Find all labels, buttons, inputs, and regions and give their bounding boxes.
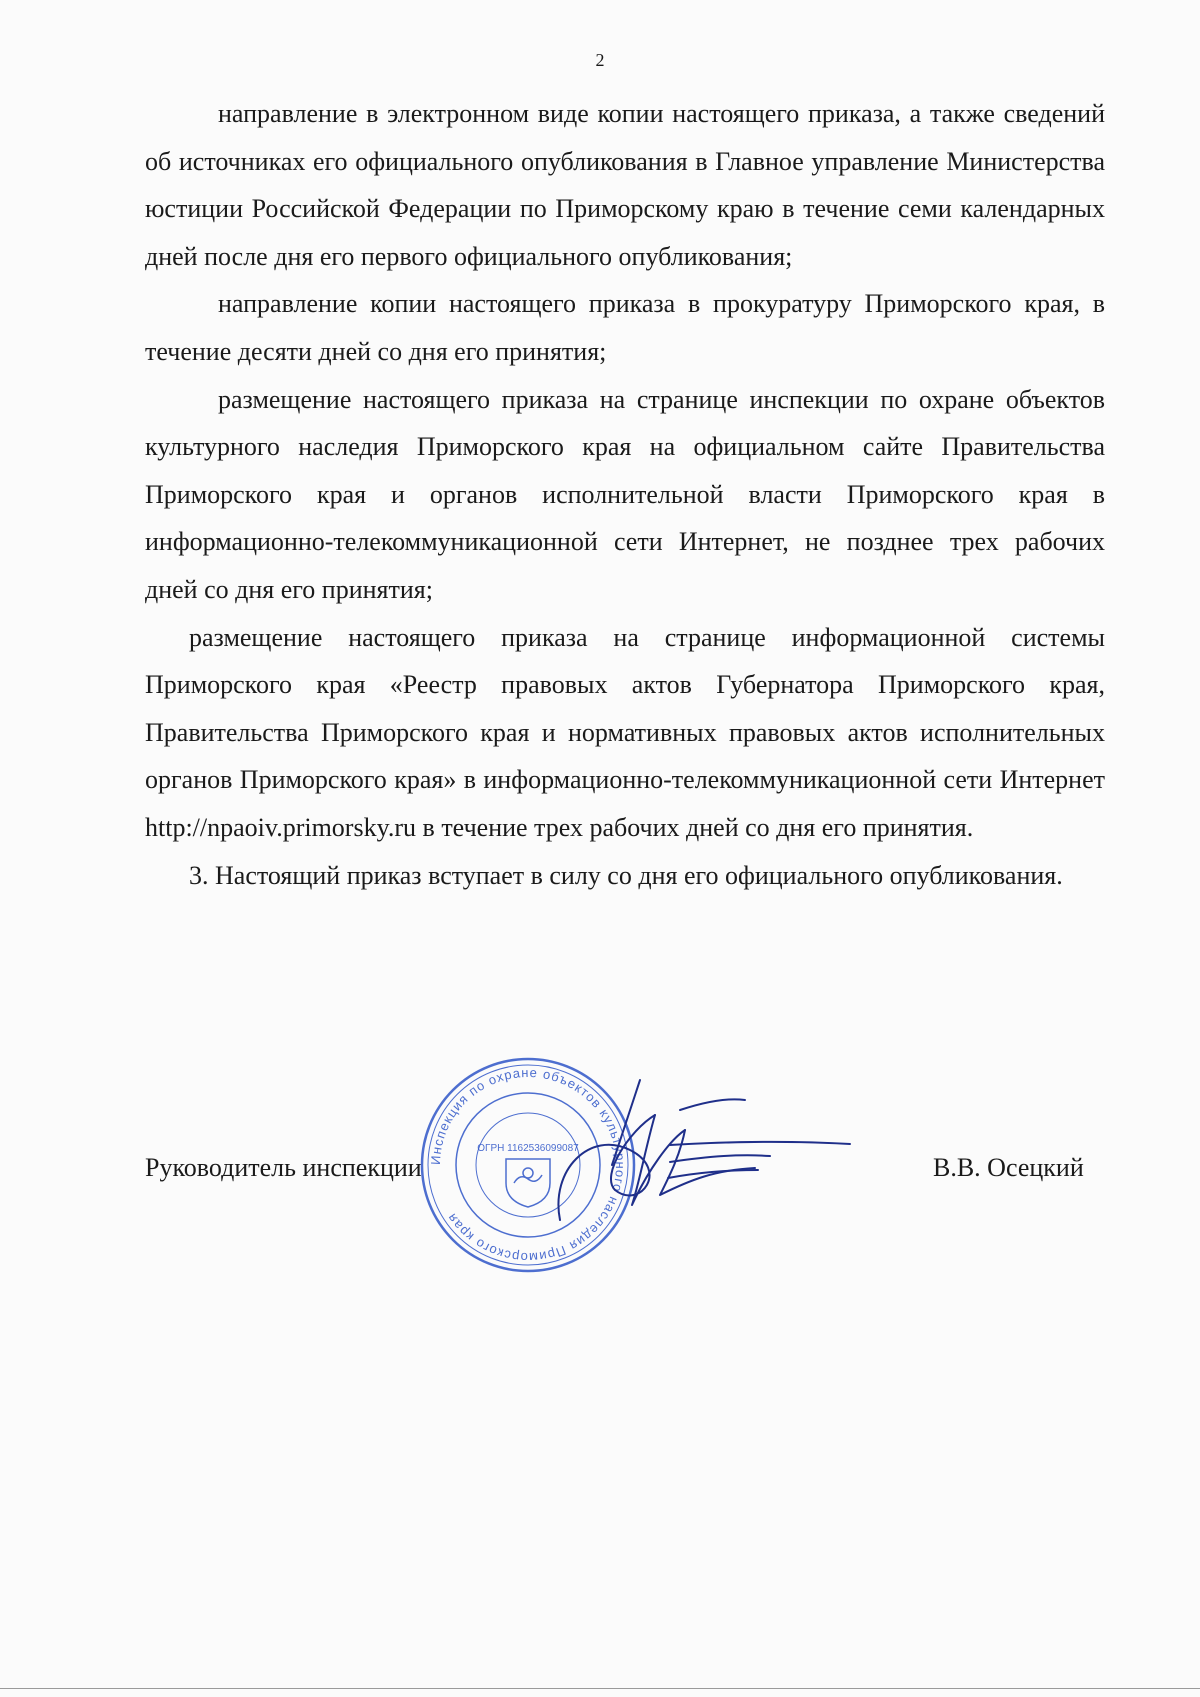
page-number: 2	[595, 50, 605, 70]
stamp-inner-text: ОГРН 1162536099087	[477, 1143, 579, 1154]
document-body	[145, 90, 1105, 899]
paragraph-effective-date: 3. Настоящий приказ вступает в силу со дня его официального опубликования.	[189, 860, 1063, 890]
paragraph-registry-posting: размещение настоящего приказа на странице информационной системы Приморского края «Реестр правовых актов Губернатора Приморского края, Правительства Приморского края и нормативных правовых актов исполнительных органов Приморского края» в информационно-телекоммуникационной сети Интернет http://npaoiv.primorsky.ru в течение трех рабочих дней со дня его принятия.	[145, 622, 1105, 842]
stamp-outer-text: Инспекция по охране объектов культурного наследия Приморского края	[427, 1064, 629, 1266]
page-bottom-edge	[0, 1688, 1200, 1689]
signer-position: Руководитель инспекции	[145, 1153, 422, 1182]
handwritten-signature	[520, 1070, 920, 1240]
signer-name: В.В. Осецкий	[933, 1153, 1084, 1182]
paragraph-electronic-copy: направление в электронном виде копии настоящего приказа, а также сведений об источниках его официального опубликования в Главное управление Министерства юстиции Российской Федерации по Приморскому краю в течение семи календарных дней после дня его первого официального опубликования;	[145, 99, 1105, 271]
paragraph-website-posting: размещение настоящего приказа на странице инспекции по охране объектов культурного наследия Приморского края на официальном сайте Правительства Приморского края и органов исполнительной власти Приморского края в информационно-телекоммуникационной сети Интернет, не позднее трех рабочих дней со дня его принятия;	[145, 384, 1105, 604]
paragraph-prosecutor-copy: направление копии настоящего приказа в прокуратуру Приморского края, в течение десяти дней со дня его принятия;	[145, 289, 1105, 366]
